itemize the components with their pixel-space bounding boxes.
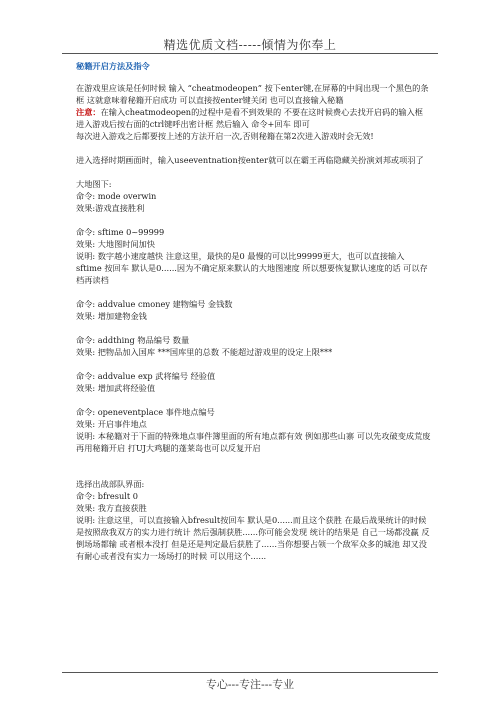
command-line: 命令: openeventplace 事件地点编号 — [76, 407, 215, 417]
note-text: 在输入cheatmodeopen的过程中是看不到效果的 不要在这时候费心去找开启码的输入框 — [100, 107, 423, 117]
effect-line: 效果:游戏直接胜利 — [76, 203, 145, 213]
effect-line: 效果: 增加武将经验值 — [76, 383, 156, 393]
battle-section-title: 选择出战部队界面: — [76, 479, 145, 489]
header-divider — [62, 53, 438, 54]
ctrl-paragraph: 进入游戏后按右面的ctrl键呼出密计框 然后输入 命令+回车 即可 — [76, 119, 310, 129]
command-line: 命令: addvalue exp 武将编号 经验值 — [76, 371, 216, 381]
description-line: 说明: 注意这里，可以直接输入bfresult按回车 默认是0......而且这个获胜 在最后战果统计的时候 是按照敌我双方的实力进行统计 然后强制获胜......你可能会发现 统计的结果是 自己一场都没赢 反倒场场都输 或者根本没打 但是还是判定最后获胜了......当你想要占领一个敌军众多的城池 却又没有耐心或者没有实力一场场打的时候 可以用这个...... — [76, 515, 430, 561]
note-paragraph — [76, 106, 431, 118]
effect-line: 效果: 开启事件地点 — [76, 419, 147, 429]
command-line: 命令: mode overwin — [76, 191, 157, 201]
note-label: 注意： — [76, 107, 101, 117]
command-line: 命令: addvalue cmoney 建物编号 金钱数 — [76, 299, 233, 309]
intro-paragraph: 在游戏里应该是任何时候 输入 “cheatmodeopen” 按下enter键,在屏幕的中间出现一个黑色的条框 这就意味着秘籍开启成功 可以直接按enter键关闭 也可以直接输入秘籍 — [76, 83, 429, 105]
effect-line: 效果: 我方直接获胜 — [76, 503, 147, 513]
effect-line: 效果: 把物品加入国库 ***国库里的总数 不能超过游戏里的设定上限*** — [76, 347, 333, 357]
command-line: 命令: sftime 0~99999 — [76, 227, 165, 237]
header-title: 精选优质文档-----倾情为你奉上 — [163, 38, 337, 52]
command-line: 命令: addthing 物品编号 数量 — [76, 335, 190, 345]
event-paragraph: 进入选择时期画面时，输入useeventnation按enter就可以在霸王再临隐藏关扮演刘邦或项羽了 — [76, 155, 424, 165]
repeat-paragraph: 每次进入游戏之后都要按上述的方法开启一次,否则秘籍在第2次进入游戏时会无效! — [76, 131, 374, 141]
map-section-title: 大地图下: — [76, 179, 112, 189]
command-line: 命令: bfresult 0 — [76, 491, 138, 501]
footer-title: 专心---专注---专业 — [205, 678, 295, 691]
description-line: 说明: 本秘籍对于下面的特殊地点事件簿里面的所有地点都有效 例如那些山寨 可以先攻破变成荒废 再用秘籍开启 打UJ大鸡腿的蓬莱岛也可以反复开启 — [76, 431, 431, 453]
effect-line: 效果: 增加建物金钱 — [76, 311, 147, 321]
effect-line: 效果: 大地图时间加快 — [76, 239, 156, 249]
document-body — [76, 60, 431, 562]
footer-divider — [62, 672, 438, 673]
section-heading: 秘籍开启方法及指令 — [76, 61, 150, 71]
description-line: 说明: 数字越小速度越快 注意这里，最快的是0 最慢的可以比99999更大，也可以直接输入 sftime 按回车 默认是0......因为不确定原来默认的大地图速度 所以想要恢复默认速度的话 可以存档再读档 — [76, 251, 428, 285]
